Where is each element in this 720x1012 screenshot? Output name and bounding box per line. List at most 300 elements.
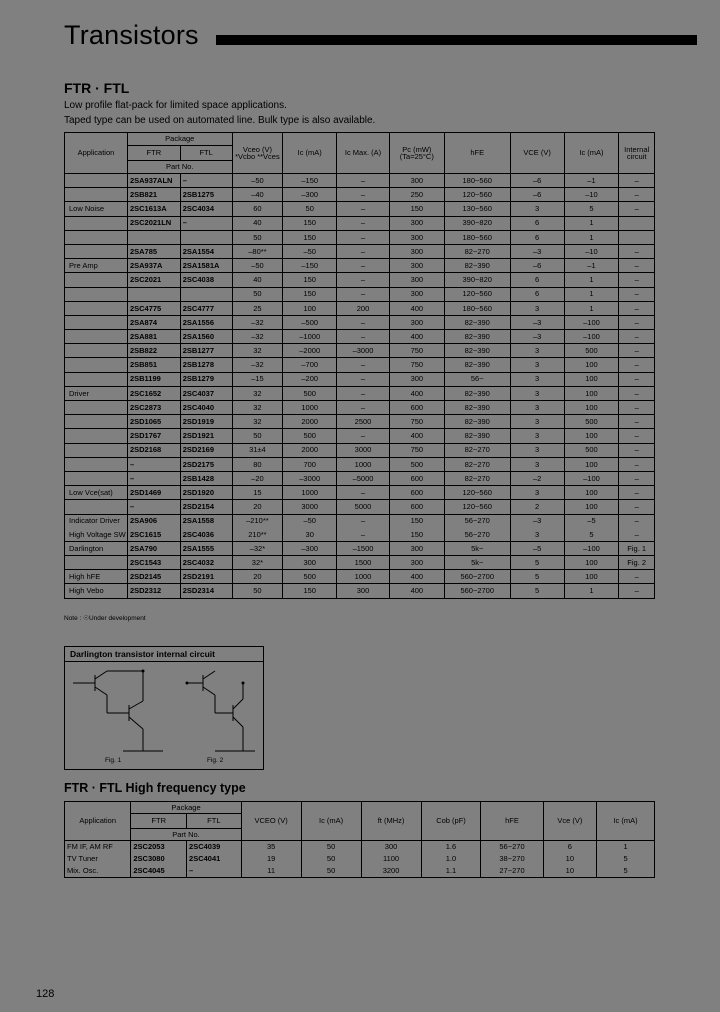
cell-ftl: 2SB1277 [180,344,232,358]
cell-ftl: 2SB1278 [180,358,232,372]
hf-col-hfe: hFE [481,802,543,841]
hf-col-ftl: FTL [187,814,242,829]
cell-ftl: 2SD2175 [180,457,232,471]
table-row [65,315,655,329]
cell-app: Indicator Driver [65,514,128,528]
cell-circ: – [619,443,655,457]
hf-cell-v: 19 [241,853,301,865]
cell-app [65,174,128,188]
cell-ftl: 2SA1554 [180,244,232,258]
cell-ftl: 2SA1581A [180,259,232,273]
cell-icc: –1 [564,174,619,188]
cell-ftl: 2SA1556 [180,315,232,329]
cell-pc: 600 [389,500,444,514]
cell-icmax: – [337,188,390,202]
cell-ic: –150 [283,259,337,273]
cell-v: 31±4 [232,443,283,457]
table-row [65,500,655,514]
cell-hfe: 120~560 [444,188,510,202]
cell-ic: –500 [283,315,337,329]
cell-ftr: 2SA906 [127,514,180,528]
cell-vce: 6 [510,230,564,244]
cell-ftr: 2SC1613A [127,202,180,216]
cell-icmax: – [337,174,390,188]
cell-v: –80** [232,244,283,258]
cell-icc: 1 [564,230,619,244]
table-row [65,401,655,415]
table-row [65,372,655,386]
hf-cell-vce: 10 [543,865,597,878]
cell-vce: 3 [510,372,564,386]
table-row [65,541,655,555]
cell-circ: – [619,273,655,287]
cell-ic: –1000 [283,330,337,344]
cell-vce: –5 [510,541,564,555]
cell-icmax: –3000 [337,344,390,358]
cell-app [65,344,128,358]
cell-icmax: – [337,486,390,500]
cell-ic: 150 [283,216,337,230]
cell-icmax: 1500 [337,556,390,570]
cell-app: High hFE [65,570,128,584]
cell-v: 32 [232,386,283,400]
cell-v: 60 [232,202,283,216]
cell-app [65,315,128,329]
cell-icc: –100 [564,541,619,555]
cell-ftl: 2SB1275 [180,188,232,202]
cell-v: 32 [232,415,283,429]
cell-vce: 5 [510,556,564,570]
cell-icc: 1 [564,301,619,315]
cell-app [65,500,128,514]
cell-pc: 150 [389,528,444,542]
cell-icc: 1 [564,273,619,287]
cell-ftr: 2SA785 [127,244,180,258]
cell-app [65,188,128,202]
cell-circ: – [619,514,655,528]
cell-ic: –300 [283,541,337,555]
table-row [65,429,655,443]
cell-vce: 3 [510,344,564,358]
cell-v: –32 [232,358,283,372]
cell-ic: –700 [283,358,337,372]
cell-hfe: 82~390 [444,386,510,400]
cell-v: 15 [232,486,283,500]
cell-ftl: 2SC4040 [180,401,232,415]
cell-ftl: 2SD1921 [180,429,232,443]
hf-cell-ft: 3200 [361,865,421,878]
cell-ftl: 2SC4777 [180,301,232,315]
section-heading-ftr-ftl: FTR · FTL [64,80,130,96]
high-frequency-body [65,841,655,878]
cell-ic: –2000 [283,344,337,358]
cell-v: 20 [232,570,283,584]
cell-hfe: 120~560 [444,287,510,301]
cell-ftl: 2SC4032 [180,556,232,570]
cell-ftr: 2SC2021LN [127,216,180,230]
cell-vce: 3 [510,301,564,315]
cell-vce: 6 [510,216,564,230]
table-row [65,853,655,865]
cell-ftl: 2SD2314 [180,584,232,598]
cell-ftr: 2SB1199 [127,372,180,386]
cell-v: 50 [232,287,283,301]
table-row [65,443,655,457]
table-row [65,216,655,230]
table-row [65,230,655,244]
table-row [65,202,655,216]
cell-circ: – [619,584,655,598]
hf-cell-hfe: 27~270 [481,865,543,878]
cell-icmax: – [337,259,390,273]
cell-circ: – [619,358,655,372]
cell-app [65,287,128,301]
cell-v: –40 [232,188,283,202]
cell-ftr: 2SD2145 [127,570,180,584]
cell-icc: 500 [564,344,619,358]
cell-ftr: 2SC1652 [127,386,180,400]
cell-ic: –3000 [283,471,337,485]
cell-v: 20 [232,500,283,514]
cell-icc: 100 [564,386,619,400]
cell-v: 50 [232,429,283,443]
col-ic-max: Ic Max. (A) [337,133,390,174]
cell-hfe: 82~390 [444,259,510,273]
hf-cell-ftl: 2SC4039 [187,841,242,854]
cell-circ: – [619,401,655,415]
hf-cell-ftr: 2SC4045 [131,865,187,878]
cell-v: 32 [232,344,283,358]
cell-ftl: 2SA1560 [180,330,232,344]
section-description-2: Taped type can be used on automated line. Bulk type is also available. [64,115,376,126]
cell-pc: 400 [389,386,444,400]
cell-ftr: 2SC2021 [127,273,180,287]
cell-icmax: – [337,358,390,372]
cell-app [65,415,128,429]
cell-hfe: 5k~ [444,556,510,570]
cell-icc: 1 [564,216,619,230]
cell-pc: 300 [389,541,444,555]
cell-pc: 750 [389,443,444,457]
cell-icc: 5 [564,202,619,216]
cell-ftl: 2SD1919 [180,415,232,429]
cell-ic: 2000 [283,443,337,457]
cell-vce: –2 [510,471,564,485]
cell-app [65,216,128,230]
hf-col-ic-cond: Ic (mA) [597,802,655,841]
cell-circ: – [619,287,655,301]
cell-ic: 150 [283,273,337,287]
cell-ftl [180,287,232,301]
hf-cell-v: 11 [241,865,301,878]
cell-ftl: 2SC4037 [180,386,232,400]
hf-cell-icc: 5 [597,865,655,878]
cell-hfe: 5k~ [444,541,510,555]
cell-circ: – [619,174,655,188]
cell-vce: 3 [510,386,564,400]
cell-v: 40 [232,273,283,287]
cell-hfe: 82~390 [444,315,510,329]
hf-cell-ftl: – [187,865,242,878]
cell-ftl: 2SD2191 [180,570,232,584]
hf-cell-ftl: 2SC4041 [187,853,242,865]
cell-ic: 2000 [283,415,337,429]
cell-icmax: 1000 [337,570,390,584]
cell-app: High Vebo [65,584,128,598]
cell-v: 25 [232,301,283,315]
cell-hfe: 82~390 [444,344,510,358]
cell-icmax: – [337,202,390,216]
cell-circ: – [619,344,655,358]
cell-pc: 500 [389,457,444,471]
table-row [65,287,655,301]
cell-ftr [127,230,180,244]
cell-pc: 750 [389,344,444,358]
col-ic: Ic (mA) [283,133,337,174]
cell-vce: 3 [510,429,564,443]
cell-v: –210** [232,514,283,528]
cell-app: Pre Amp [65,259,128,273]
col-part-no: Part No. [127,161,232,174]
cell-hfe: 560~2700 [444,570,510,584]
table-row [65,386,655,400]
hf-col-part-no: Part No. [131,829,241,841]
cell-app [65,443,128,457]
cell-ftl: 2SD2154 [180,500,232,514]
cell-ftr: 2SB851 [127,358,180,372]
cell-hfe: 120~560 [444,486,510,500]
hf-cell-ftr: 2SC3080 [131,853,187,865]
darlington-circuit-title: Darlington transistor internal circuit [65,647,263,662]
cell-circ [619,230,655,244]
cell-ftr: 2SD1767 [127,429,180,443]
table-note: Note : ☉Under development [64,615,146,622]
col-ftl: FTL [180,146,232,161]
cell-hfe: 82~390 [444,330,510,344]
cell-vce: 3 [510,528,564,542]
cell-icmax: – [337,244,390,258]
cell-vce: –3 [510,244,564,258]
cell-app [65,429,128,443]
cell-pc: 400 [389,570,444,584]
cell-pc: 300 [389,315,444,329]
cell-circ: – [619,457,655,471]
page-title: Transistors [64,20,199,50]
hf-cell-hfe: 38~270 [481,853,543,865]
cell-ic: 1000 [283,486,337,500]
hf-cell-vce: 10 [543,853,597,865]
cell-ic: 150 [283,584,337,598]
cell-hfe: 180~560 [444,230,510,244]
page-number: 128 [36,988,55,1000]
cell-icc: 500 [564,443,619,457]
cell-ic: –50 [283,514,337,528]
cell-pc: 300 [389,259,444,273]
cell-ic: –50 [283,244,337,258]
cell-v: 50 [232,230,283,244]
cell-icmax: 2500 [337,415,390,429]
cell-vce: 6 [510,273,564,287]
cell-pc: 750 [389,358,444,372]
cell-icc: –5 [564,514,619,528]
cell-icmax: 5000 [337,500,390,514]
cell-pc: 600 [389,401,444,415]
transistor-spec-body [65,174,655,599]
hf-cell-ic: 50 [301,853,361,865]
cell-v: –32 [232,330,283,344]
hf-cell-icc: 1 [597,841,655,854]
title-rule [216,35,697,45]
cell-hfe: 82~390 [444,358,510,372]
table-row [65,174,655,188]
cell-ftr: 2SB822 [127,344,180,358]
cell-ic: 700 [283,457,337,471]
hf-cell-app: Mix. Osc. [65,865,131,878]
darlington-circuit-diagram [65,663,263,769]
hf-cell-cob: 1.1 [421,865,481,878]
cell-ftl: 2SD1920 [180,486,232,500]
cell-pc: 400 [389,301,444,315]
cell-circ [619,216,655,230]
cell-icmax: – [337,330,390,344]
hf-cell-icc: 5 [597,853,655,865]
hf-col-package: Package [131,802,241,814]
darlington-circuit-box [64,646,264,770]
cell-icmax: 3000 [337,443,390,457]
cell-icmax: – [337,429,390,443]
cell-vce: 3 [510,415,564,429]
cell-ftl: 2SB1279 [180,372,232,386]
cell-circ: – [619,471,655,485]
cell-vce: 2 [510,500,564,514]
table-row [65,188,655,202]
cell-pc: 600 [389,486,444,500]
cell-v: 32* [232,556,283,570]
table-row [65,244,655,258]
col-hfe: hFE [444,133,510,174]
table-row [65,584,655,598]
cell-vce: 3 [510,457,564,471]
cell-icc: 100 [564,429,619,443]
cell-ic: 500 [283,386,337,400]
cell-hfe: 82~390 [444,401,510,415]
cell-app: Low Vce(sat) [65,486,128,500]
cell-ic: –200 [283,372,337,386]
cell-ic: 1000 [283,401,337,415]
cell-ic: –300 [283,188,337,202]
table-row [65,415,655,429]
cell-icmax: – [337,386,390,400]
cell-v: –20 [232,471,283,485]
table-row [65,486,655,500]
hf-cell-ic: 50 [301,865,361,878]
cell-icc: 100 [564,457,619,471]
cell-vce: 5 [510,584,564,598]
cell-icmax: – [337,287,390,301]
cell-icmax: – [337,528,390,542]
cell-icc: –100 [564,330,619,344]
cell-app: Darlington [65,541,128,555]
cell-app: Driver [65,386,128,400]
cell-icc: 500 [564,415,619,429]
cell-vce: –3 [510,330,564,344]
cell-v: –50 [232,174,283,188]
cell-ftl [180,230,232,244]
cell-ftl: 2SC4036 [180,528,232,542]
cell-icmax: – [337,315,390,329]
cell-hfe: 82~270 [444,457,510,471]
cell-vce: –6 [510,259,564,273]
col-package: Package [127,133,232,146]
cell-icmax: – [337,216,390,230]
hf-cell-vce: 6 [543,841,597,854]
cell-ftr: 2SC1615 [127,528,180,542]
cell-circ: – [619,415,655,429]
cell-icc: 100 [564,570,619,584]
hf-cell-ft: 300 [361,841,421,854]
cell-pc: 300 [389,216,444,230]
hf-col-vce: Vce (V) [543,802,597,841]
hf-col-cob: Cob (pF) [421,802,481,841]
hf-cell-ftr: 2SC2053 [131,841,187,854]
cell-vce: –3 [510,315,564,329]
cell-pc: 750 [389,415,444,429]
cell-pc: 300 [389,287,444,301]
cell-hfe: 390~820 [444,273,510,287]
cell-icmax: – [337,372,390,386]
hf-col-vceo: VCEO (V) [241,802,301,841]
cell-v: 50 [232,584,283,598]
cell-icc: 100 [564,372,619,386]
hf-cell-v: 35 [241,841,301,854]
cell-circ: – [619,315,655,329]
cell-pc: 300 [389,556,444,570]
fig1-label: Fig. 1 [105,757,122,764]
cell-hfe: 56~270 [444,528,510,542]
cell-circ: – [619,528,655,542]
cell-ic: –150 [283,174,337,188]
cell-ftl: 2SC4034 [180,202,232,216]
cell-ic: 500 [283,429,337,443]
cell-vce: 5 [510,570,564,584]
cell-hfe: 130~560 [444,202,510,216]
cell-v: 210** [232,528,283,542]
cell-v: 32 [232,401,283,415]
table-row [65,556,655,570]
cell-pc: 400 [389,330,444,344]
cell-vce: –6 [510,174,564,188]
hf-cell-app: TV Tuner [65,853,131,865]
cell-ftr: 2SD2168 [127,443,180,457]
cell-pc: 400 [389,584,444,598]
transistor-spec-table [64,132,655,599]
hf-cell-app: FM IF, AM RF [65,841,131,854]
cell-ftr: 2SB821 [127,188,180,202]
cell-pc: 300 [389,273,444,287]
section-heading-high-frequency: FTR · FTL High frequency type [64,781,246,795]
cell-circ: Fig. 1 [619,541,655,555]
hf-cell-cob: 1.6 [421,841,481,854]
cell-vce: 3 [510,202,564,216]
cell-icc: 100 [564,358,619,372]
cell-ftl: 2SA1555 [180,541,232,555]
cell-ftr: 2SC2873 [127,401,180,415]
hf-col-ic: Ic (mA) [301,802,361,841]
cell-pc: 300 [389,244,444,258]
cell-pc: 250 [389,188,444,202]
cell-v: –50 [232,259,283,273]
cell-hfe: 56~270 [444,514,510,528]
